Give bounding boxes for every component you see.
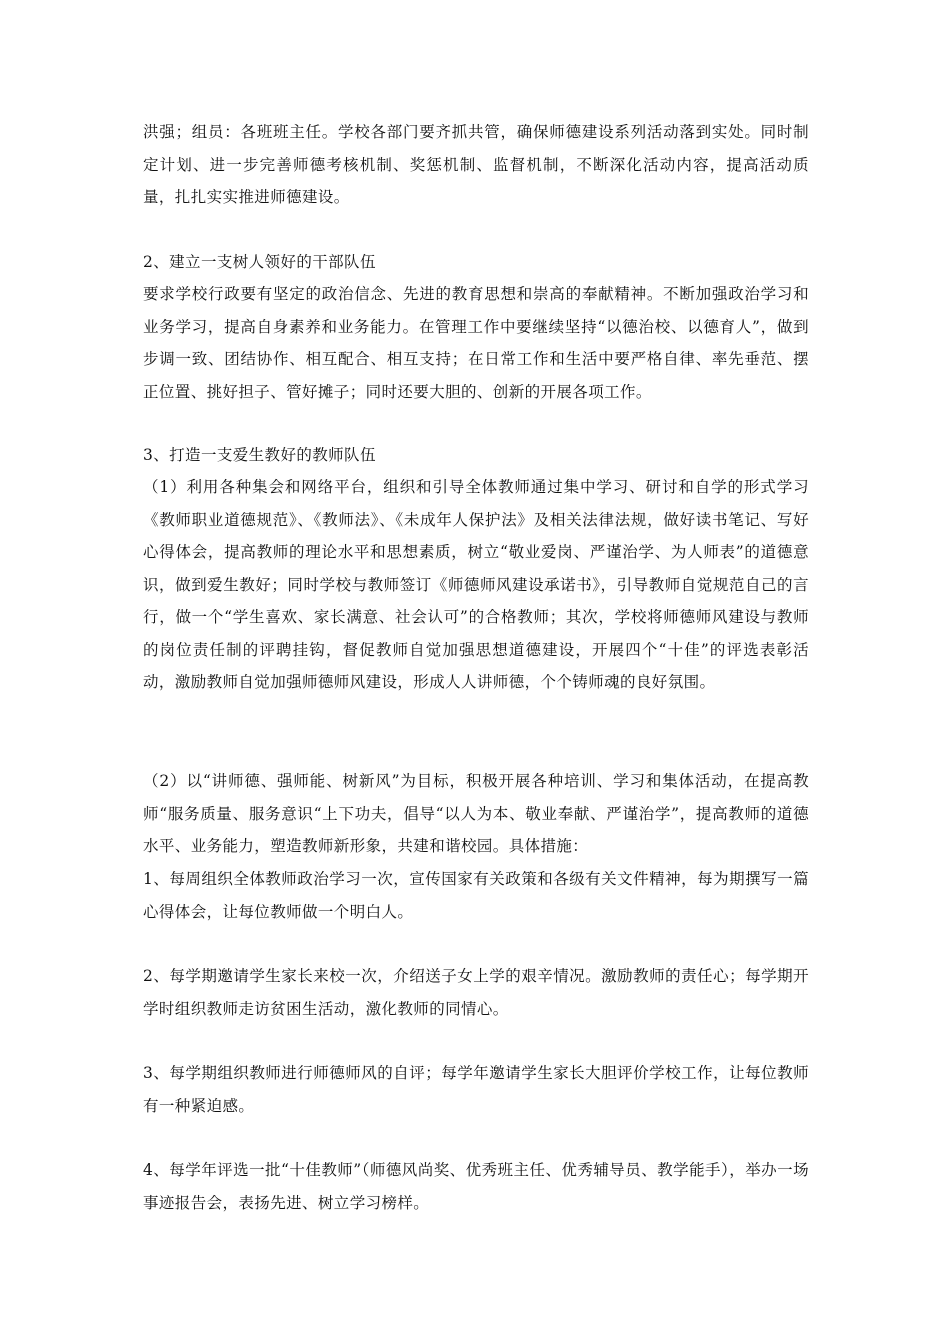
heading-cadre-team: 2、建立一支树人领好的干部队伍 bbox=[143, 253, 376, 271]
paragraph-organization: 洪强；组员：各班班主任。学校各部门要齐抓共管，确保师德建设系列活动落到实处。同时制定计划、进一步完善师德考核机制、奖惩机制、监督机制，不断深化活动内容，提高活动质量，扎扎实实推进师德建设。 bbox=[143, 123, 809, 206]
paragraph-cadre-requirements: 要求学校行政要有坚定的政治信念、先进的教育思想和崇高的奉献精神。不断加强政治学习和业务学习，提高自身素养和业务能力。在管理工作中要继续坚持“以德治校、以德育人”，做到步调一致、团结协作、相互配合、相互支持；在日常工作和生活中要严格自律、率先垂范、摆正位置、挑好担子、管好摊子；同时还要大胆的、创新的开展各项工作。 bbox=[143, 285, 809, 401]
paragraph-measure-1: 1、每周组织全体教师政治学习一次，宣传国家有关政策和各级有关文件精神，每为期撰写一篇心得体会，让每位教师做一个明白人。 bbox=[143, 870, 809, 921]
paragraph-item-1: （1）利用各种集会和网络平台，组织和引导全体教师通过集中学习、研讨和自学的形式学习《教师职业道德规范》、《教师法》、《未成年人保护法》及相关法律法规，做好读书笔记、写好心得体会，提高教师的理论水平和思想素质，树立“敬业爱岗、严谨治学、为人师表”的道德意识，做到爱生教好；同时学校与教师签订《师德师风建设承诺书》，引导教师自觉规范自己的言行，做一个“学生喜欢、家长满意、社会认可”的合格教师；其次，学校将师德师风建设与教师的岗位责任制的评聘挂钩，督促教师自觉加强思想道德建设，开展四个“十佳”的评选表彰活动，激励教师自觉加强师德师风建设，形成人人讲师德，个个铸师魂的良好氛围。 bbox=[143, 478, 809, 691]
paragraph-measure-3: 3、每学期组织教师进行师德师风的自评；每学年邀请学生家长大胆评价学校工作，让每位教师有一种紧迫感。 bbox=[143, 1064, 809, 1115]
paragraph-measure-4: 4、每学年评选一批“十佳教师”（师德风尚奖、优秀班主任、优秀辅导员、教学能手），举办一场事迹报告会，表扬先进、树立学习榜样。 bbox=[143, 1161, 809, 1212]
paragraph-measure-2: 2、每学期邀请学生家长来校一次，介绍送子女上学的艰辛情况。激励教师的责任心；每学期开学时组织教师走访贫困生活动，激化教师的同情心。 bbox=[143, 967, 809, 1018]
paragraph-item-2: （2）以“讲师德、强师能、树新风”为目标，积极开展各种培训、学习和集体活动，在提高教师“服务质量、服务意识“上下功夫，倡导“以人为本、敬业奉献、严谨治学”，提高教师的道德水平、业务能力，塑造教师新形象，共建和谐校园。具体措施： bbox=[143, 772, 809, 855]
heading-teacher-team: 3、打造一支爱生教好的教师队伍 bbox=[143, 446, 376, 464]
